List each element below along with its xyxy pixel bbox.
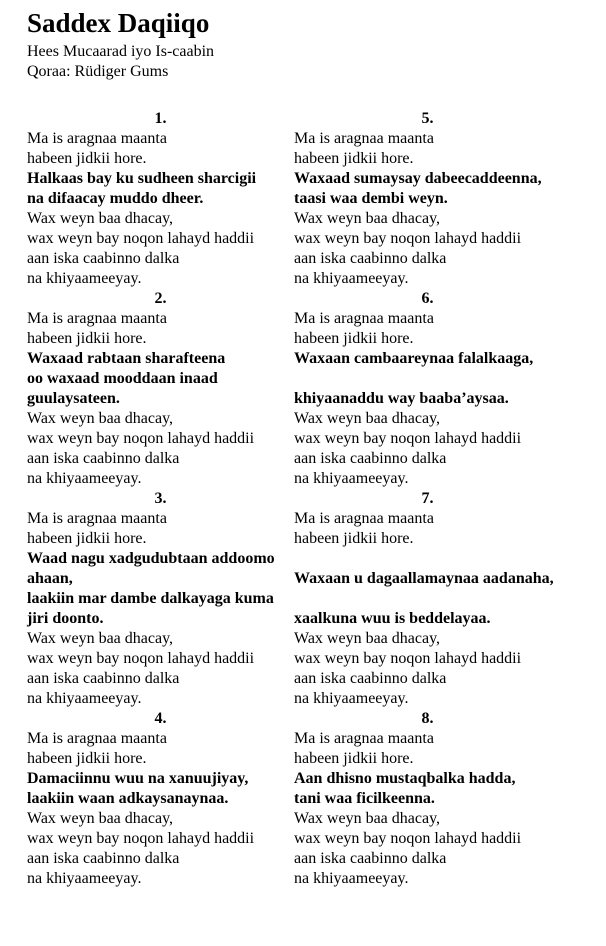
verse-line: wax weyn bay noqon lahayd haddii <box>294 830 522 847</box>
verse-line: Ma is aragnaa maanta <box>27 510 167 527</box>
verse-line-bold <box>294 589 561 609</box>
verse-line: wax weyn bay noqon lahayd haddii <box>27 830 255 847</box>
verse-line: Wax weyn baa dhacay, <box>294 630 441 647</box>
verse-line: Ma is aragnaa maanta <box>294 730 434 747</box>
verse-line-bold: laakiin waan adkaysanaynaa. <box>27 790 229 807</box>
verse-line: Wax weyn baa dhacay, <box>294 810 441 827</box>
verse-number: 1. <box>154 110 167 127</box>
verse-line-bold: khiyaanaddu way baaba’aysaa. <box>294 390 509 407</box>
verse-number: 6. <box>421 290 434 307</box>
verse-number: 5. <box>421 110 434 127</box>
verse-line: Wax weyn baa dhacay, <box>27 630 174 647</box>
verse-line: habeen jidkii hore. <box>294 330 414 347</box>
verse-7 <box>294 489 561 709</box>
author-line: Qoraa: Rüdiger Gums <box>27 63 169 80</box>
verse-line-bold <box>294 369 561 389</box>
verse-line: na khiyaameeyay. <box>294 470 409 487</box>
verse-line: habeen jidkii hore. <box>27 750 147 767</box>
verse-line: Ma is aragnaa maanta <box>27 310 167 327</box>
verse-line: na khiyaameeyay. <box>27 690 142 707</box>
verse-line: aan iska caabinno dalka <box>27 850 180 867</box>
verse-line: aan iska caabinno dalka <box>294 250 447 267</box>
verse-line: habeen jidkii hore. <box>294 530 414 547</box>
verse-line: habeen jidkii hore. <box>294 150 414 167</box>
verse-line: na khiyaameeyay. <box>294 270 409 287</box>
verse-line: Wax weyn baa dhacay, <box>27 210 174 227</box>
verse-line: aan iska caabinno dalka <box>294 450 447 467</box>
verse-5 <box>294 109 561 289</box>
verse-number: 2. <box>154 290 167 307</box>
verse-line: na khiyaameeyay. <box>27 270 142 287</box>
verse-line: wax weyn bay noqon lahayd haddii <box>27 230 255 247</box>
verse-line: Wax weyn baa dhacay, <box>294 210 441 227</box>
verse-line: Ma is aragnaa maanta <box>294 130 434 147</box>
verse-1 <box>27 109 294 289</box>
verse-line-bold: ahaan, <box>27 570 73 587</box>
verse-line-bold: Waxaan cambaareynaa falalkaaga, <box>294 350 534 367</box>
verse-line-bold: xaalkuna wuu is beddelayaa. <box>294 610 491 627</box>
verse-line: aan iska caabinno dalka <box>294 670 447 687</box>
verse-line: Ma is aragnaa maanta <box>294 310 434 327</box>
verse-line: na khiyaameeyay. <box>27 470 142 487</box>
verse-line: habeen jidkii hore. <box>27 330 147 347</box>
verse-2 <box>27 289 294 489</box>
subtitle-block <box>27 42 606 82</box>
verse-line: Wax weyn baa dhacay, <box>27 410 174 427</box>
verse-line-bold: Waad nagu xadgudubtaan addoomo <box>27 550 275 567</box>
verse-line: na khiyaameeyay. <box>294 690 409 707</box>
verse-line: Wax weyn baa dhacay, <box>294 410 441 427</box>
verse-line: aan iska caabinno dalka <box>27 670 180 687</box>
verse-3 <box>27 489 294 709</box>
verse-line: habeen jidkii hore. <box>27 150 147 167</box>
verse-line-bold: guulaysateen. <box>27 390 120 407</box>
verse-number: 8. <box>421 710 434 727</box>
verse-line: habeen jidkii hore. <box>294 750 414 767</box>
verses-grid <box>27 109 606 889</box>
verse-line-bold: taasi waa dembi weyn. <box>294 190 448 207</box>
verse-number: 7. <box>421 490 434 507</box>
verse-line: Ma is aragnaa maanta <box>294 510 434 527</box>
verse-line-bold: Halkaas bay ku sudheen sharcigii <box>27 170 257 187</box>
verse-line: wax weyn bay noqon lahayd haddii <box>27 430 255 447</box>
verse-line-bold: tani waa ficilkeenna. <box>294 790 435 807</box>
verse-line: aan iska caabinno dalka <box>27 450 180 467</box>
verse-4 <box>27 709 294 889</box>
subtitle: Hees Mucaarad iyo Is-caabin <box>27 43 215 60</box>
verse-line-bold: na difaacay muddo dheer. <box>27 190 204 207</box>
verse-line-bold: oo waxaad mooddaan inaad <box>27 370 218 387</box>
verse-line-bold: laakiin mar dambe dalkayaga kuma <box>27 590 274 607</box>
verse-number: 3. <box>154 490 167 507</box>
page-title: Saddex Daqiiqo <box>27 8 210 38</box>
verse-line: na khiyaameeyay. <box>27 870 142 887</box>
verse-line-bold: Aan dhisno mustaqbalka hadda, <box>294 770 516 787</box>
verse-line: Wax weyn baa dhacay, <box>27 810 174 827</box>
verse-line-bold <box>294 549 561 569</box>
verse-line: habeen jidkii hore. <box>27 530 147 547</box>
verse-line-bold: jiri doonto. <box>27 610 104 627</box>
header <box>27 8 606 82</box>
verse-number: 4. <box>154 710 167 727</box>
verse-line: aan iska caabinno dalka <box>27 250 180 267</box>
verse-line-bold: Waxaan u dagaallamaynaa aadanaha, <box>294 570 554 587</box>
verse-line: na khiyaameeyay. <box>294 870 409 887</box>
verse-line-bold: Damaciinnu wuu na xanuujiyay, <box>27 770 249 787</box>
verse-line: Ma is aragnaa maanta <box>27 130 167 147</box>
verse-line: aan iska caabinno dalka <box>294 850 447 867</box>
verse-6 <box>294 289 561 489</box>
verse-line: wax weyn bay noqon lahayd haddii <box>294 650 522 667</box>
verse-line-bold: Waxaad sumaysay dabeecaddeenna, <box>294 170 542 187</box>
verse-line: wax weyn bay noqon lahayd haddii <box>294 230 522 247</box>
verse-line: wax weyn bay noqon lahayd haddii <box>294 430 522 447</box>
verse-line: wax weyn bay noqon lahayd haddii <box>27 650 255 667</box>
verse-line: Ma is aragnaa maanta <box>27 730 167 747</box>
verse-8 <box>294 709 561 889</box>
verse-line-bold: Waxaad rabtaan sharafteena <box>27 350 226 367</box>
